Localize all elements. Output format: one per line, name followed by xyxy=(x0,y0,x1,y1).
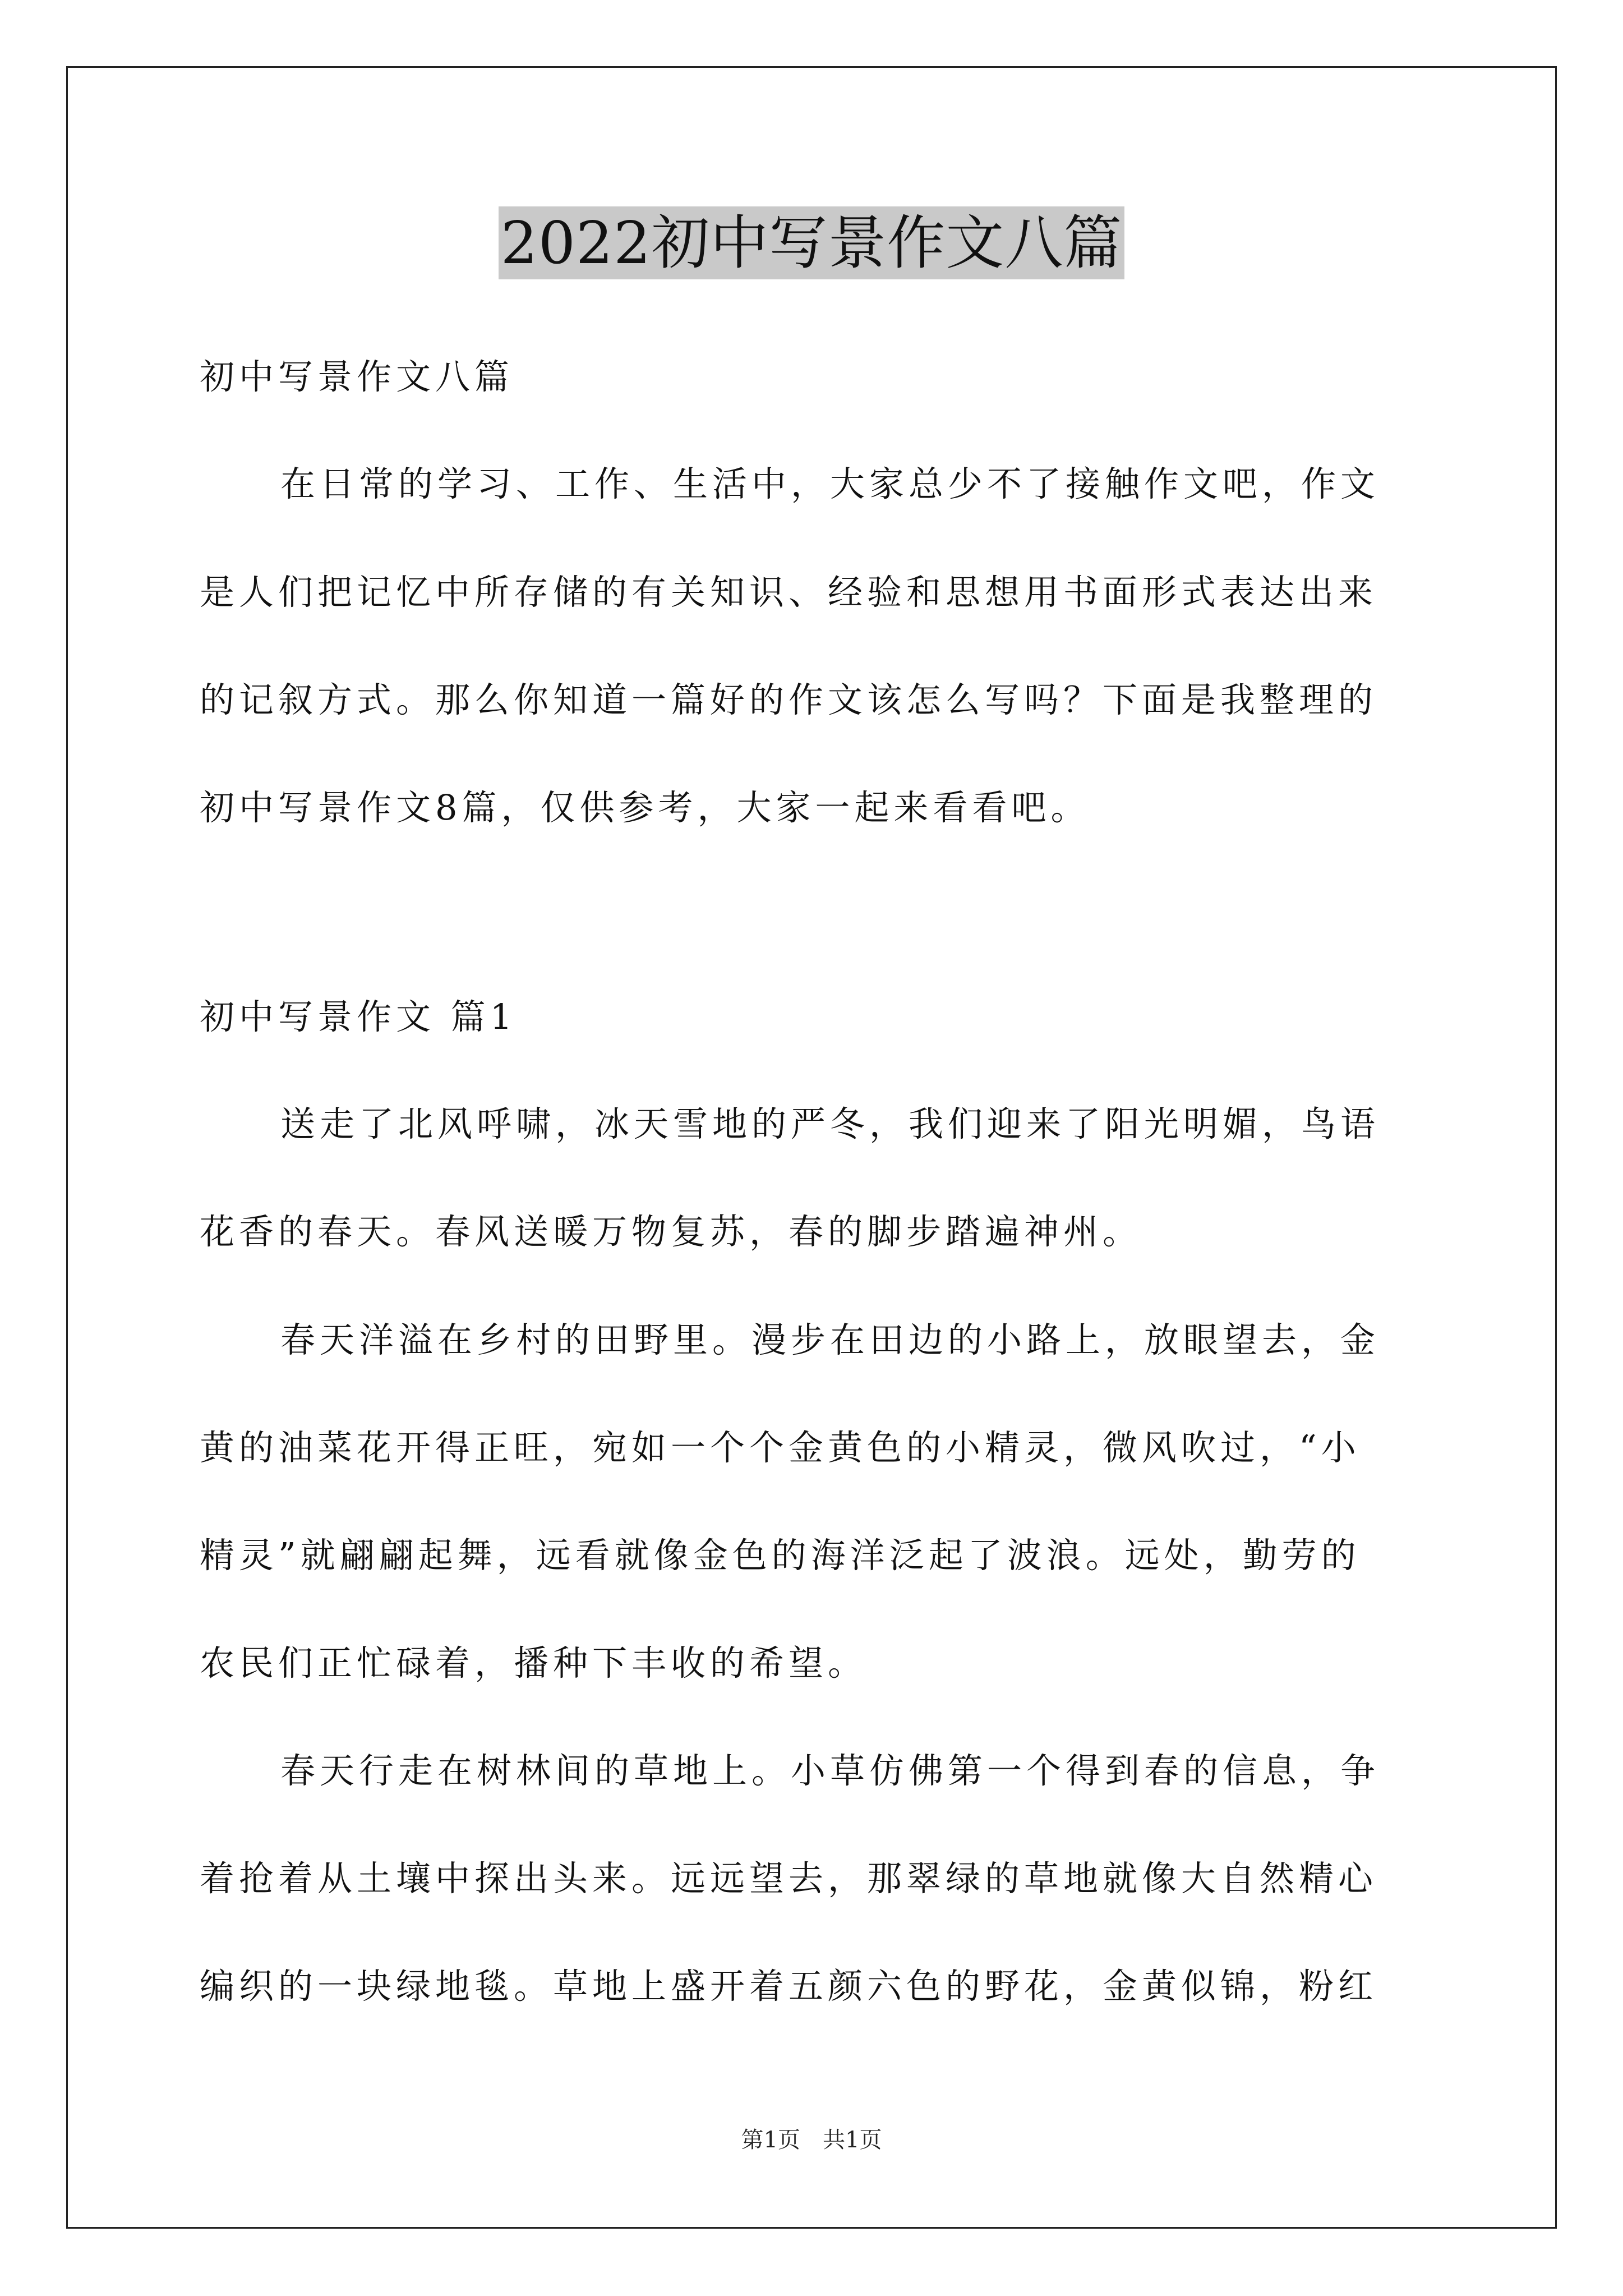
paragraph-line: 春天行走在树林间的草地上。小草仿佛第一个得到春的信息，争 xyxy=(280,1750,1380,1791)
paragraph-line: 春天洋溢在乡村的田野里。漫步在田边的小路上，放眼望去，金 xyxy=(280,1319,1380,1360)
document-title: 2022初中写景作文八篇 xyxy=(499,206,1125,279)
intro-line: 是人们把记忆中所存储的有关知识、经验和思想用书面形式表达出来 xyxy=(200,572,1378,613)
paragraph-line: 黄的油菜花开得正旺，宛如一个个金黄色的小精灵，微风吹过，“小 xyxy=(200,1427,1361,1468)
page-number-footer: 第1页 共1页 xyxy=(741,2127,882,2153)
paragraph-line: 花香的春天。春风送暖万物复苏，春的脚步踏遍神州。 xyxy=(200,1211,1142,1252)
paragraph-line: 着抢着从土壤中探出头来。远远望去，那翠绿的草地就像大自然精心 xyxy=(200,1858,1378,1899)
paragraph-line: 农民们正忙碌着，播种下丰收的希望。 xyxy=(200,1642,868,1683)
paragraph-line: 精灵”就翩翩起舞，远看就像金色的海洋泛起了波浪。远处，勤劳的 xyxy=(200,1535,1361,1576)
title-container xyxy=(0,206,1623,279)
document-subtitle: 初中写景作文八篇 xyxy=(200,356,514,397)
intro-line: 在日常的学习、工作、生活中，大家总少不了接触作文吧，作文 xyxy=(280,463,1380,504)
intro-line: 的记叙方式。那么你知道一篇好的作文该怎么写吗？下面是我整理的 xyxy=(200,679,1378,720)
paragraph-line: 送走了北风呼啸，冰天雪地的严冬，我们迎来了阳光明媚，鸟语 xyxy=(280,1103,1380,1144)
paragraph-line: 编织的一块绿地毯。草地上盛开着五颜六色的野花，金黄似锦，粉红 xyxy=(200,1966,1378,2007)
intro-line: 初中写景作文8篇，仅供参考，大家一起来看看吧。 xyxy=(200,787,1090,828)
section-heading: 初中写景作文 篇1 xyxy=(200,996,517,1037)
